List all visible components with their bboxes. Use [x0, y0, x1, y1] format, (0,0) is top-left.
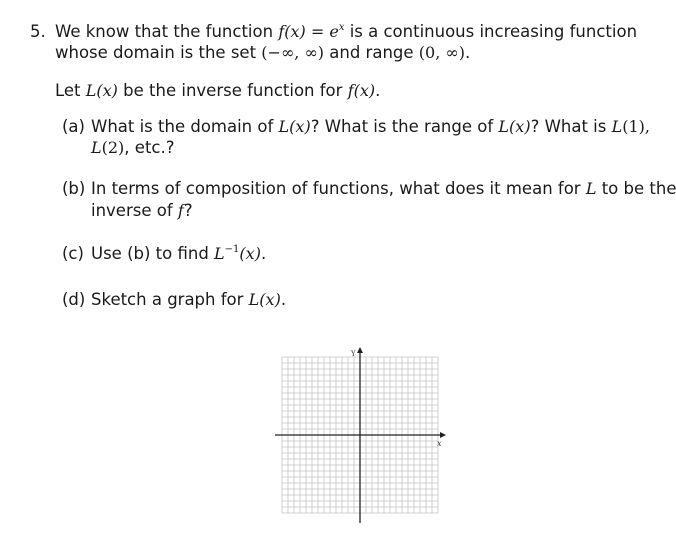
let-text-2: be the inverse function for: [117, 81, 348, 100]
part-a-text-3: ? What is: [530, 117, 612, 136]
part-d-text-1: Sketch a graph for: [91, 290, 249, 309]
problem-number: 5.: [30, 22, 46, 41]
intro-text-1: We know that the function: [55, 22, 279, 41]
intro-text-4: and range: [324, 43, 419, 62]
intro-text-2: is a continuous increasing function: [344, 22, 638, 41]
y-axis-arrow: [357, 347, 363, 353]
coordinate-grid-svg: [270, 345, 460, 525]
part-a-math-4: L: [91, 138, 102, 157]
f-expression: f(x) = e: [278, 22, 339, 41]
part-b-label: (b): [62, 179, 86, 198]
let-Lx: L(x): [85, 81, 118, 100]
intro-text-5: .: [464, 43, 471, 62]
part-d-label: (d): [62, 290, 86, 309]
domain-interval: (−∞, ∞): [261, 43, 325, 62]
range-interval: (0, ∞): [418, 43, 465, 62]
part-b-text-1: In terms of composition of functions, what does it mean for: [91, 179, 586, 198]
part-a-math-4b: (2): [101, 138, 125, 157]
part-b-text-3: inverse of: [91, 201, 178, 220]
part-c-superscript: −1: [224, 244, 240, 255]
coordinate-grid[interactable]: [270, 345, 460, 529]
intro-line-2: [55, 42, 470, 64]
part-b-math-1: L: [585, 179, 597, 198]
x-axis-label: x: [437, 439, 442, 448]
part-a-line-2: [91, 137, 174, 159]
part-a-text-4: , etc.?: [124, 138, 175, 157]
f-exponent: x: [338, 22, 345, 33]
part-c-math-1b: (x): [239, 244, 261, 263]
part-d-math-1: L(x): [248, 290, 281, 309]
part-a-math-3b: (1),: [622, 117, 650, 136]
let-fx: f(x): [347, 81, 376, 100]
part-a-math-1: L(x): [278, 117, 311, 136]
y-axis-label: Y: [351, 350, 356, 358]
part-a-text-1: What is the domain of: [91, 117, 279, 136]
part-c-line: [91, 243, 266, 268]
let-text-3: .: [375, 81, 381, 100]
part-c-text-1: Use (b) to find: [91, 244, 215, 263]
part-c-label: (c): [62, 244, 84, 263]
part-a-math-3: L: [611, 117, 623, 136]
part-c-text-2: .: [260, 244, 267, 263]
part-b-line-2: [91, 200, 193, 222]
x-axis-arrow: [440, 432, 446, 438]
part-a-line-1: [91, 116, 650, 138]
part-b-text-2: to be the: [596, 179, 676, 198]
part-a-label: (a): [62, 117, 85, 136]
let-line: [55, 80, 380, 102]
part-b-line-1: [91, 178, 676, 200]
let-text-1: Let: [55, 81, 86, 100]
part-d-line: [91, 289, 286, 311]
intro-text-3: whose domain is the set: [55, 43, 262, 62]
part-c-math-1: L: [214, 244, 225, 263]
part-b-math-2: f: [177, 201, 184, 220]
part-a-text-2: ? What is the range of: [310, 117, 499, 136]
part-a-math-2: L(x): [498, 117, 531, 136]
part-b-text-4: ?: [183, 201, 193, 220]
part-d-text-2: .: [280, 290, 287, 309]
